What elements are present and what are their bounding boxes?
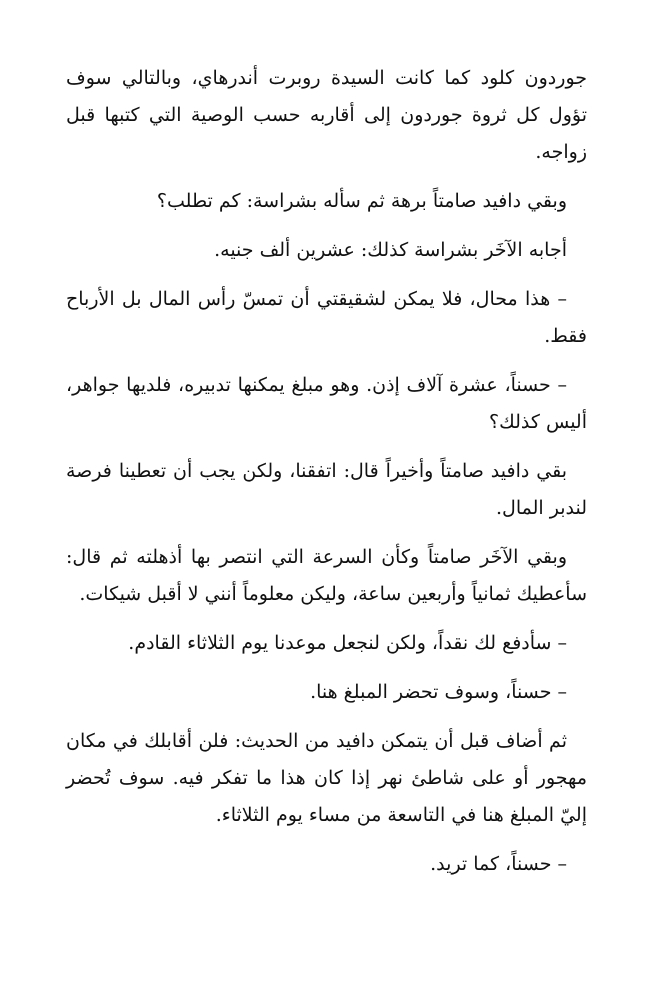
book-page [66,60,587,895]
paragraph-4: – هذا محال، فلا يمكن لشقيقتي أن تمسّ رأس المال بل الأرباح فقط. [66,288,587,347]
paragraph-3: أجابه الآخَر بشراسة كذلك: عشرين ألف جنيه. [214,239,567,261]
paragraph-11: – حسناً، كما تريد. [430,853,567,875]
paragraph-8: – سأدفع لك نقداً، ولكن لنجعل موعدنا يوم الثلاثاء القادم. [128,632,567,654]
paragraph-5: – حسناً، عشرة آلاف إذن. وهو مبلغ يمكنها تدبيره، فلديها جواهر، أليس كذلك؟ [66,374,587,433]
paragraph-1: جوردون كلود كما كانت السيدة روبرت أندرهاي، وبالتالي سوف تؤول كل ثروة جوردون إلى أقاربه حسب الوصية التي كتبها قبل زواجه. [66,67,587,163]
paragraph-7: وبقي الآخَر صامتاً وكأن السرعة التي انتصر بها أذهلته ثم قال: سأعطيك ثمانياً وأربعين ساعة، وليكن معلوماً أنني لا أقبل شيكات. [66,546,587,605]
paragraph-10: ثم أضاف قبل أن يتمكن دافيد من الحديث: فلن أقابلك في مكان مهجور أو على شاطئ نهر إذا كان هذا ما تفكر فيه. سوف تُحضر إليّ المبلغ هنا في التاسعة من مساء يوم الثلاثاء. [66,730,587,826]
paragraph-2: وبقي دافيد صامتاً برهة ثم سأله بشراسة: كم تطلب؟ [156,190,567,212]
paragraph-9: – حسناً، وسوف تحضر المبلغ هنا. [310,681,567,703]
paragraph-6: بقي دافيد صامتاً وأخيراً قال: اتفقنا، ولكن يجب أن تعطينا فرصة لندبر المال. [66,460,587,519]
